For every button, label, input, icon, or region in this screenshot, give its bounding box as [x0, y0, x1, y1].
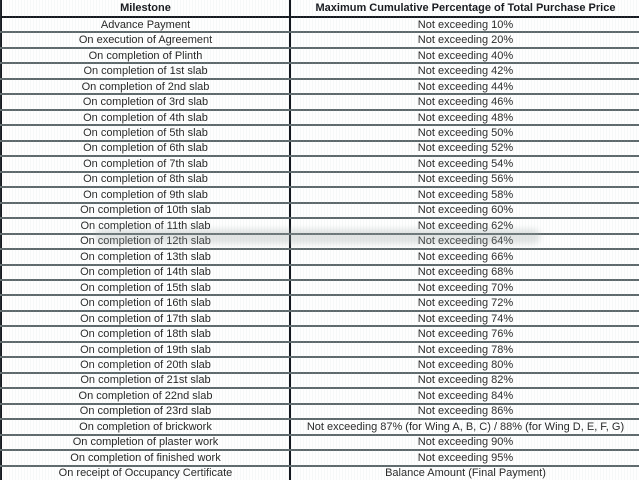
table-row	[1, 249, 639, 264]
percentage-cell: Not exceeding 76%	[290, 326, 639, 341]
milestone-cell: On completion of Plinth	[1, 48, 290, 63]
milestone-cell: Advance Payment	[1, 17, 290, 32]
milestone-cell: On completion of brickwork	[1, 419, 290, 434]
percentage-cell: Not exceeding 46%	[290, 94, 639, 109]
milestone-cell: On completion of 12th slab	[1, 234, 290, 249]
milestone-cell: On receipt of Occupancy Certificate	[1, 466, 290, 480]
percentage-cell: Not exceeding 64%	[290, 234, 639, 249]
percentage-cell: Not exceeding 72%	[290, 295, 639, 310]
milestone-cell: On completion of 19th slab	[1, 342, 290, 357]
table-row	[1, 234, 639, 249]
milestone-cell: On completion of 21st slab	[1, 373, 290, 388]
percentage-cell: Not exceeding 42%	[290, 63, 639, 78]
table-body	[1, 17, 639, 480]
table-row	[1, 388, 639, 403]
percentage-cell: Not exceeding 84%	[290, 388, 639, 403]
table-row	[1, 373, 639, 388]
table-row	[1, 187, 639, 202]
milestone-cell: On completion of 20th slab	[1, 357, 290, 372]
table-row	[1, 32, 639, 47]
table-row	[1, 280, 639, 295]
table-row	[1, 218, 639, 233]
percentage-cell: Not exceeding 60%	[290, 203, 639, 218]
column-header-milestone: Milestone	[1, 0, 290, 17]
percentage-cell: Not exceeding 48%	[290, 110, 639, 125]
percentage-cell: Not exceeding 68%	[290, 265, 639, 280]
table-row	[1, 404, 639, 419]
table-row	[1, 48, 639, 63]
percentage-cell: Not exceeding 90%	[290, 435, 639, 450]
table-row	[1, 450, 639, 465]
percentage-cell: Not exceeding 10%	[290, 17, 639, 32]
milestone-cell: On execution of Agreement	[1, 32, 290, 47]
milestone-cell: On completion of 14th slab	[1, 265, 290, 280]
milestone-cell: On completion of 5th slab	[1, 125, 290, 140]
milestone-cell: On completion of 22nd slab	[1, 388, 290, 403]
percentage-cell: Not exceeding 54%	[290, 156, 639, 171]
percentage-cell: Not exceeding 70%	[290, 280, 639, 295]
percentage-cell: Not exceeding 95%	[290, 450, 639, 465]
table-row	[1, 435, 639, 450]
table-row	[1, 110, 639, 125]
milestone-cell: On completion of 9th slab	[1, 187, 290, 202]
table-row	[1, 357, 639, 372]
percentage-cell: Not exceeding 82%	[290, 373, 639, 388]
milestone-cell: On completion of 23rd slab	[1, 404, 290, 419]
table-row	[1, 311, 639, 326]
milestone-cell: On completion of 4th slab	[1, 110, 290, 125]
percentage-cell: Not exceeding 50%	[290, 125, 639, 140]
milestone-cell: On completion of 1st slab	[1, 63, 290, 78]
table-row	[1, 63, 639, 78]
table-row	[1, 125, 639, 140]
table-row	[1, 17, 639, 32]
milestone-cell: On completion of 13th slab	[1, 249, 290, 264]
milestone-cell: On completion of finished work	[1, 450, 290, 465]
milestone-cell: On completion of 10th slab	[1, 203, 290, 218]
column-header-max-percentage: Maximum Cumulative Percentage of Total Purchase Price	[290, 0, 639, 17]
percentage-cell: Not exceeding 44%	[290, 79, 639, 94]
percentage-cell: Balance Amount (Final Payment)	[290, 466, 639, 480]
percentage-cell: Not exceeding 86%	[290, 404, 639, 419]
percentage-cell: Not exceeding 78%	[290, 342, 639, 357]
table-row	[1, 94, 639, 109]
table-row	[1, 156, 639, 171]
table-row	[1, 466, 639, 480]
percentage-cell: Not exceeding 58%	[290, 187, 639, 202]
percentage-cell: Not exceeding 20%	[290, 32, 639, 47]
milestone-cell: On completion of plaster work	[1, 435, 290, 450]
percentage-cell: Not exceeding 80%	[290, 357, 639, 372]
percentage-cell: Not exceeding 56%	[290, 172, 639, 187]
table-row	[1, 141, 639, 156]
table-row	[1, 203, 639, 218]
table-row	[1, 265, 639, 280]
milestone-cell: On completion of 17th slab	[1, 311, 290, 326]
percentage-cell: Not exceeding 62%	[290, 218, 639, 233]
table-row	[1, 79, 639, 94]
milestone-cell: On completion of 2nd slab	[1, 79, 290, 94]
milestone-cell: On completion of 7th slab	[1, 156, 290, 171]
milestone-cell: On completion of 3rd slab	[1, 94, 290, 109]
percentage-cell: Not exceeding 66%	[290, 249, 639, 264]
milestone-cell: On completion of 16th slab	[1, 295, 290, 310]
table-row	[1, 419, 639, 434]
table-header-row	[1, 0, 639, 17]
milestone-cell: On completion of 18th slab	[1, 326, 290, 341]
table-row	[1, 172, 639, 187]
percentage-cell: Not exceeding 52%	[290, 141, 639, 156]
table-row	[1, 326, 639, 341]
table-row	[1, 295, 639, 310]
percentage-cell: Not exceeding 40%	[290, 48, 639, 63]
milestone-cell: On completion of 11th slab	[1, 218, 290, 233]
milestone-cell: On completion of 6th slab	[1, 141, 290, 156]
percentage-cell: Not exceeding 74%	[290, 311, 639, 326]
table-row	[1, 342, 639, 357]
percentage-cell: Not exceeding 87% (for Wing A, B, C) / 88% (for Wing D, E, F, G)	[290, 419, 639, 434]
milestone-cell: On completion of 8th slab	[1, 172, 290, 187]
milestone-cell: On completion of 15th slab	[1, 280, 290, 295]
